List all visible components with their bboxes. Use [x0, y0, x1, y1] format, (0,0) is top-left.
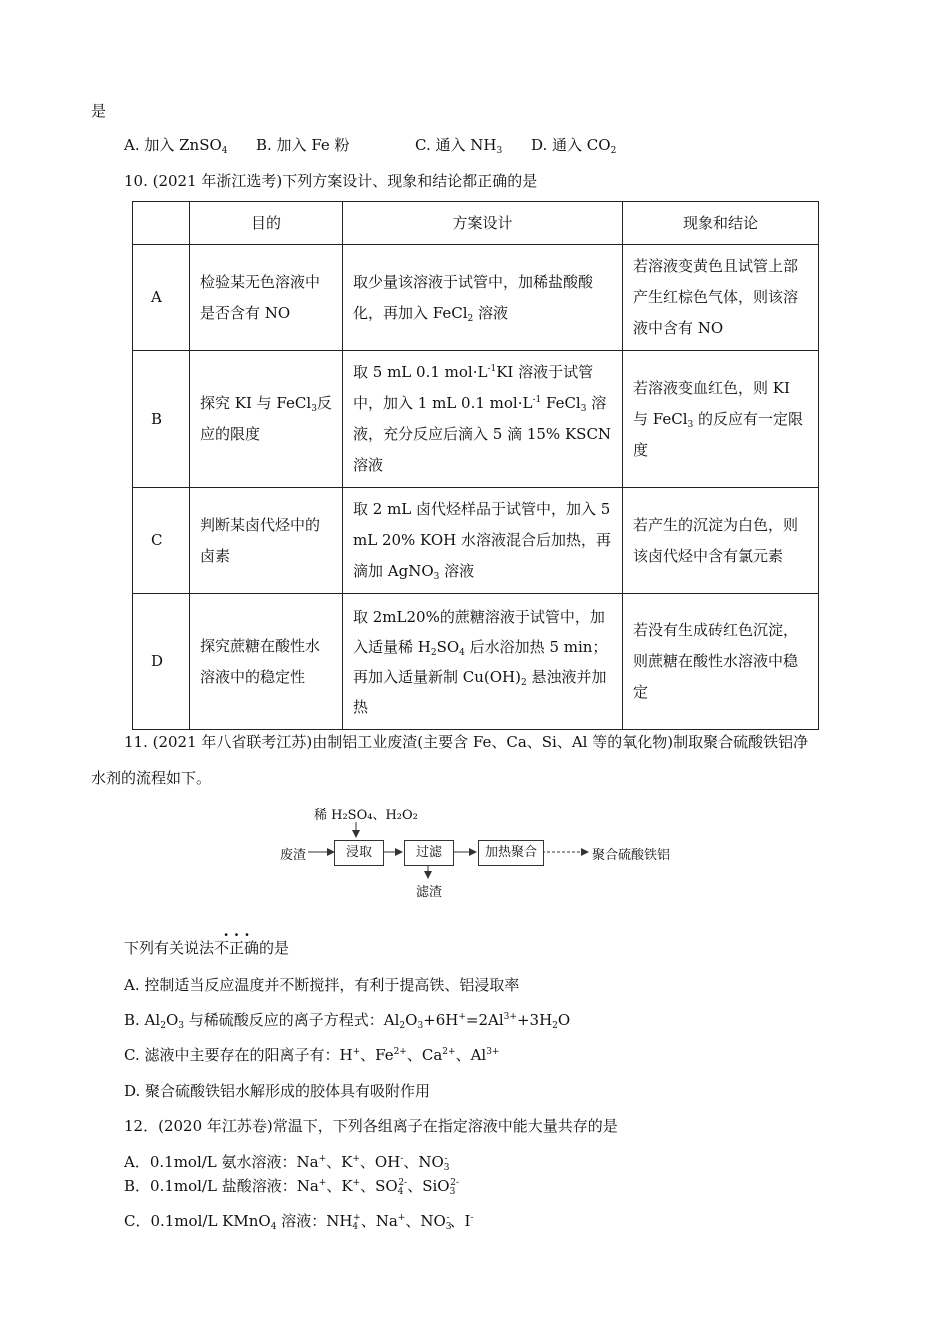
q11-option-a: A. 控制适当反应温度并不断搅拌，有利于提高铁、铝浸取率: [124, 976, 520, 994]
row-result: 若没有生成砖红色沉淀，则蔗糖在酸性水溶液中稳定: [623, 594, 819, 730]
q11-option-c: C. 滤液中主要存在的阳离子有：H+、$Fe^{2+}$、$Ca^{2+}$、$Al^{3+}$: [124, 1046, 500, 1064]
flow-step-leach: 浸取: [334, 840, 384, 866]
row-design: 取少量该溶液于试管中，加稀盐酸酸化，再加入 FeCl$_2$ 溶液: [343, 245, 623, 351]
row-design: 取 2mL20%的蔗糖溶液于试管中，加入适量稀 $H_2SO_4$ 后水浴加热 5 min；再加入适量新制 $Cu(OH)_2$ 悬浊液并加热: [343, 594, 623, 730]
header-result: 现象和结论: [623, 202, 819, 245]
q9-option-a: A. 加入 ZnSO$_4$: [124, 136, 228, 156]
table-row-d: [133, 594, 819, 730]
q11-emphasis: 不正确 · · ·: [214, 926, 260, 957]
row-label: C: [133, 488, 190, 594]
q11-option-b: B. $Al_2O_3$ 与稀硫酸反应的离子方程式：$Al_2O_3+6H^+=2Al^{3+}+3H_2O$: [124, 1011, 571, 1031]
table-row-a: [133, 245, 819, 351]
q11-option-d: D. 聚合硫酸铁铝水解形成的胶体具有吸附作用: [124, 1082, 431, 1100]
q11-question: 下列有关说法不正确 · · · 的是: [124, 926, 290, 957]
table-row-c: [133, 488, 819, 594]
row-label: D: [133, 594, 190, 730]
header-purpose: 目的: [190, 202, 343, 245]
q11-stem-line1: 11. (2021 年八省联考江苏)由制铝工业废渣(主要含 Fe、Ca、Si、Al 等的氧化物)制取聚合硫酸铁铝净: [124, 733, 809, 751]
row-result: 若溶液变黄色且试管上部产生红棕色气体，则该溶液中含有 NO: [623, 245, 819, 351]
row-result: 若产生的沉淀为白色，则该卤代烃中含有氯元素: [623, 488, 819, 594]
q11-stem-line2: 水剂的流程如下。: [91, 769, 212, 787]
flow-reagent-label: 稀 H₂SO₄、H₂O₂: [314, 808, 418, 823]
row-purpose: 探究蔗糖在酸性水溶液中的稳定性: [190, 594, 343, 730]
row-purpose: 判断某卤代烃中的卤素: [190, 488, 343, 594]
row-design: 取 2 mL 卤代烃样品于试管中，加入 5 mL 20% KOH 水溶液混合后加热，再滴加 AgNO$_3$ 溶液: [343, 488, 623, 594]
q11-flow-diagram: [270, 800, 680, 900]
q9-option-b: B. 加入 Fe 粉: [256, 136, 350, 154]
q9-option-d: D. 通入 $CO_2$: [531, 136, 617, 156]
row-purpose: 探究 KI 与 FeCl$_3$反应的限度: [190, 351, 343, 488]
table-header-row: [133, 202, 819, 245]
q10-table: [132, 201, 819, 730]
q12-stem: 12．(2020 年江苏卷)常温下，下列各组离子在指定溶液中能大量共存的是: [124, 1117, 618, 1135]
emphasis-dots: · · ·: [223, 926, 250, 944]
q12-option-c: C．0.1mol/L KMnO$_4$ 溶液：$NH_4^+$、Na+、$NO_3^-$、I-: [124, 1212, 474, 1232]
flow-residue-label: 滤渣: [416, 885, 443, 900]
row-label: B: [133, 351, 190, 488]
header-design: 方案设计: [343, 202, 623, 245]
flow-output-label: 聚合硫酸铁铝: [592, 848, 671, 863]
row-purpose: 检验某无色溶液中是否含有 NO: [190, 245, 343, 351]
q10-stem: 10. (2021 年浙江选考)下列方案设计、现象和结论都正确的是: [124, 172, 538, 190]
q12-option-a: A．0.1mol/L 氨水溶液：Na+、K+、OH-、$NO_3^-$: [124, 1153, 450, 1173]
row-label: A: [133, 245, 190, 351]
header-empty: [133, 202, 190, 245]
flow-step-filter: 过滤: [404, 840, 454, 866]
q9-tail-text: 是: [91, 102, 107, 120]
q9-option-c: C. 通入 $NH_3$: [415, 136, 503, 156]
flow-step-heat: 加热聚合: [478, 840, 544, 866]
table-row-b: [133, 351, 819, 488]
row-result: 若溶液变血红色，则 KI 与 FeCl$_3$ 的反应有一定限度: [623, 351, 819, 488]
row-design: 取 5 mL 0.1 $mol\cdot L^{-1}KI$ 溶液于试管中，加入 1 mL 0.1 $mol\cdot L^{-1}$ FeCl$_3$ 溶液，充分反应后滴入 5 滴 15% KSCN 溶液: [343, 351, 623, 488]
flow-input-label: 废渣: [280, 848, 307, 863]
q12-option-b: B．0.1mol/L 盐酸溶液：Na+、K+、$SO_4^{2-}$、SiO$_3^{2-}$: [124, 1177, 460, 1197]
